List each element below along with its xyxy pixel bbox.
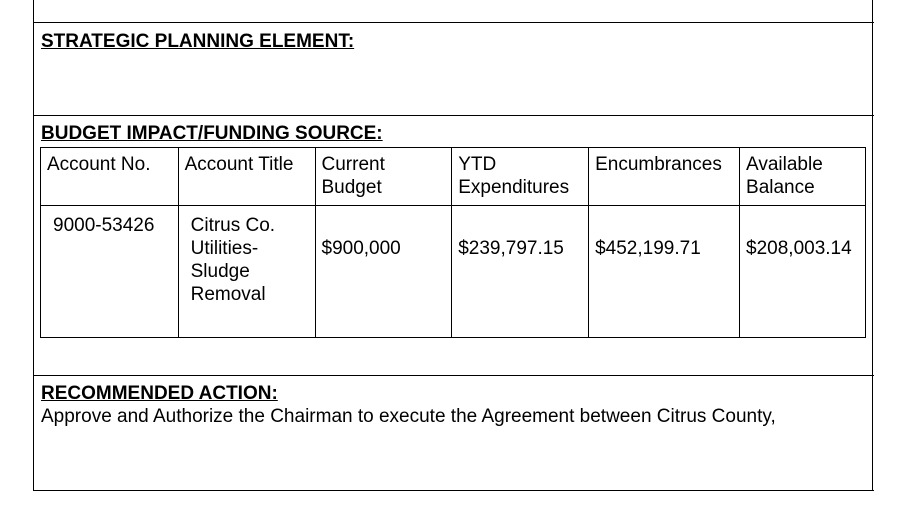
current-budget-cell: $900,000: [315, 206, 452, 338]
column-header: Available Balance: [740, 148, 866, 206]
available-balance-cell: $208,003.14: [740, 206, 866, 338]
recommended-action-heading: RECOMMENDED ACTION:: [41, 383, 278, 404]
column-header: Encumbrances: [589, 148, 740, 206]
column-header: Account No.: [41, 148, 179, 206]
column-header: YTD Expenditures: [452, 148, 589, 206]
account-no-cell: 9000-53426: [41, 206, 179, 338]
strategic-planning-heading: STRATEGIC PLANNING ELEMENT:: [41, 31, 355, 52]
recommended-action-text: Approve and Authorize the Chairman to execute the Agreement between Citrus County,: [41, 406, 776, 427]
divider: [33, 375, 874, 376]
table-header-row: [41, 148, 866, 206]
column-header: Account Title: [178, 148, 315, 206]
column-header: Current Budget: [315, 148, 452, 206]
divider: [33, 115, 874, 116]
divider: [33, 490, 874, 491]
table-row: [41, 206, 866, 338]
budget-table: [40, 147, 866, 338]
divider: [33, 22, 874, 23]
encumbrances-cell: $452,199.71: [589, 206, 740, 338]
account-title-text: Citrus Co. Utilities-Sludge Removal: [190, 215, 276, 305]
account-title-cell: [178, 206, 315, 338]
ytd-expenditures-cell: $239,797.15: [452, 206, 589, 338]
budget-impact-heading: BUDGET IMPACT/FUNDING SOURCE:: [41, 123, 383, 144]
